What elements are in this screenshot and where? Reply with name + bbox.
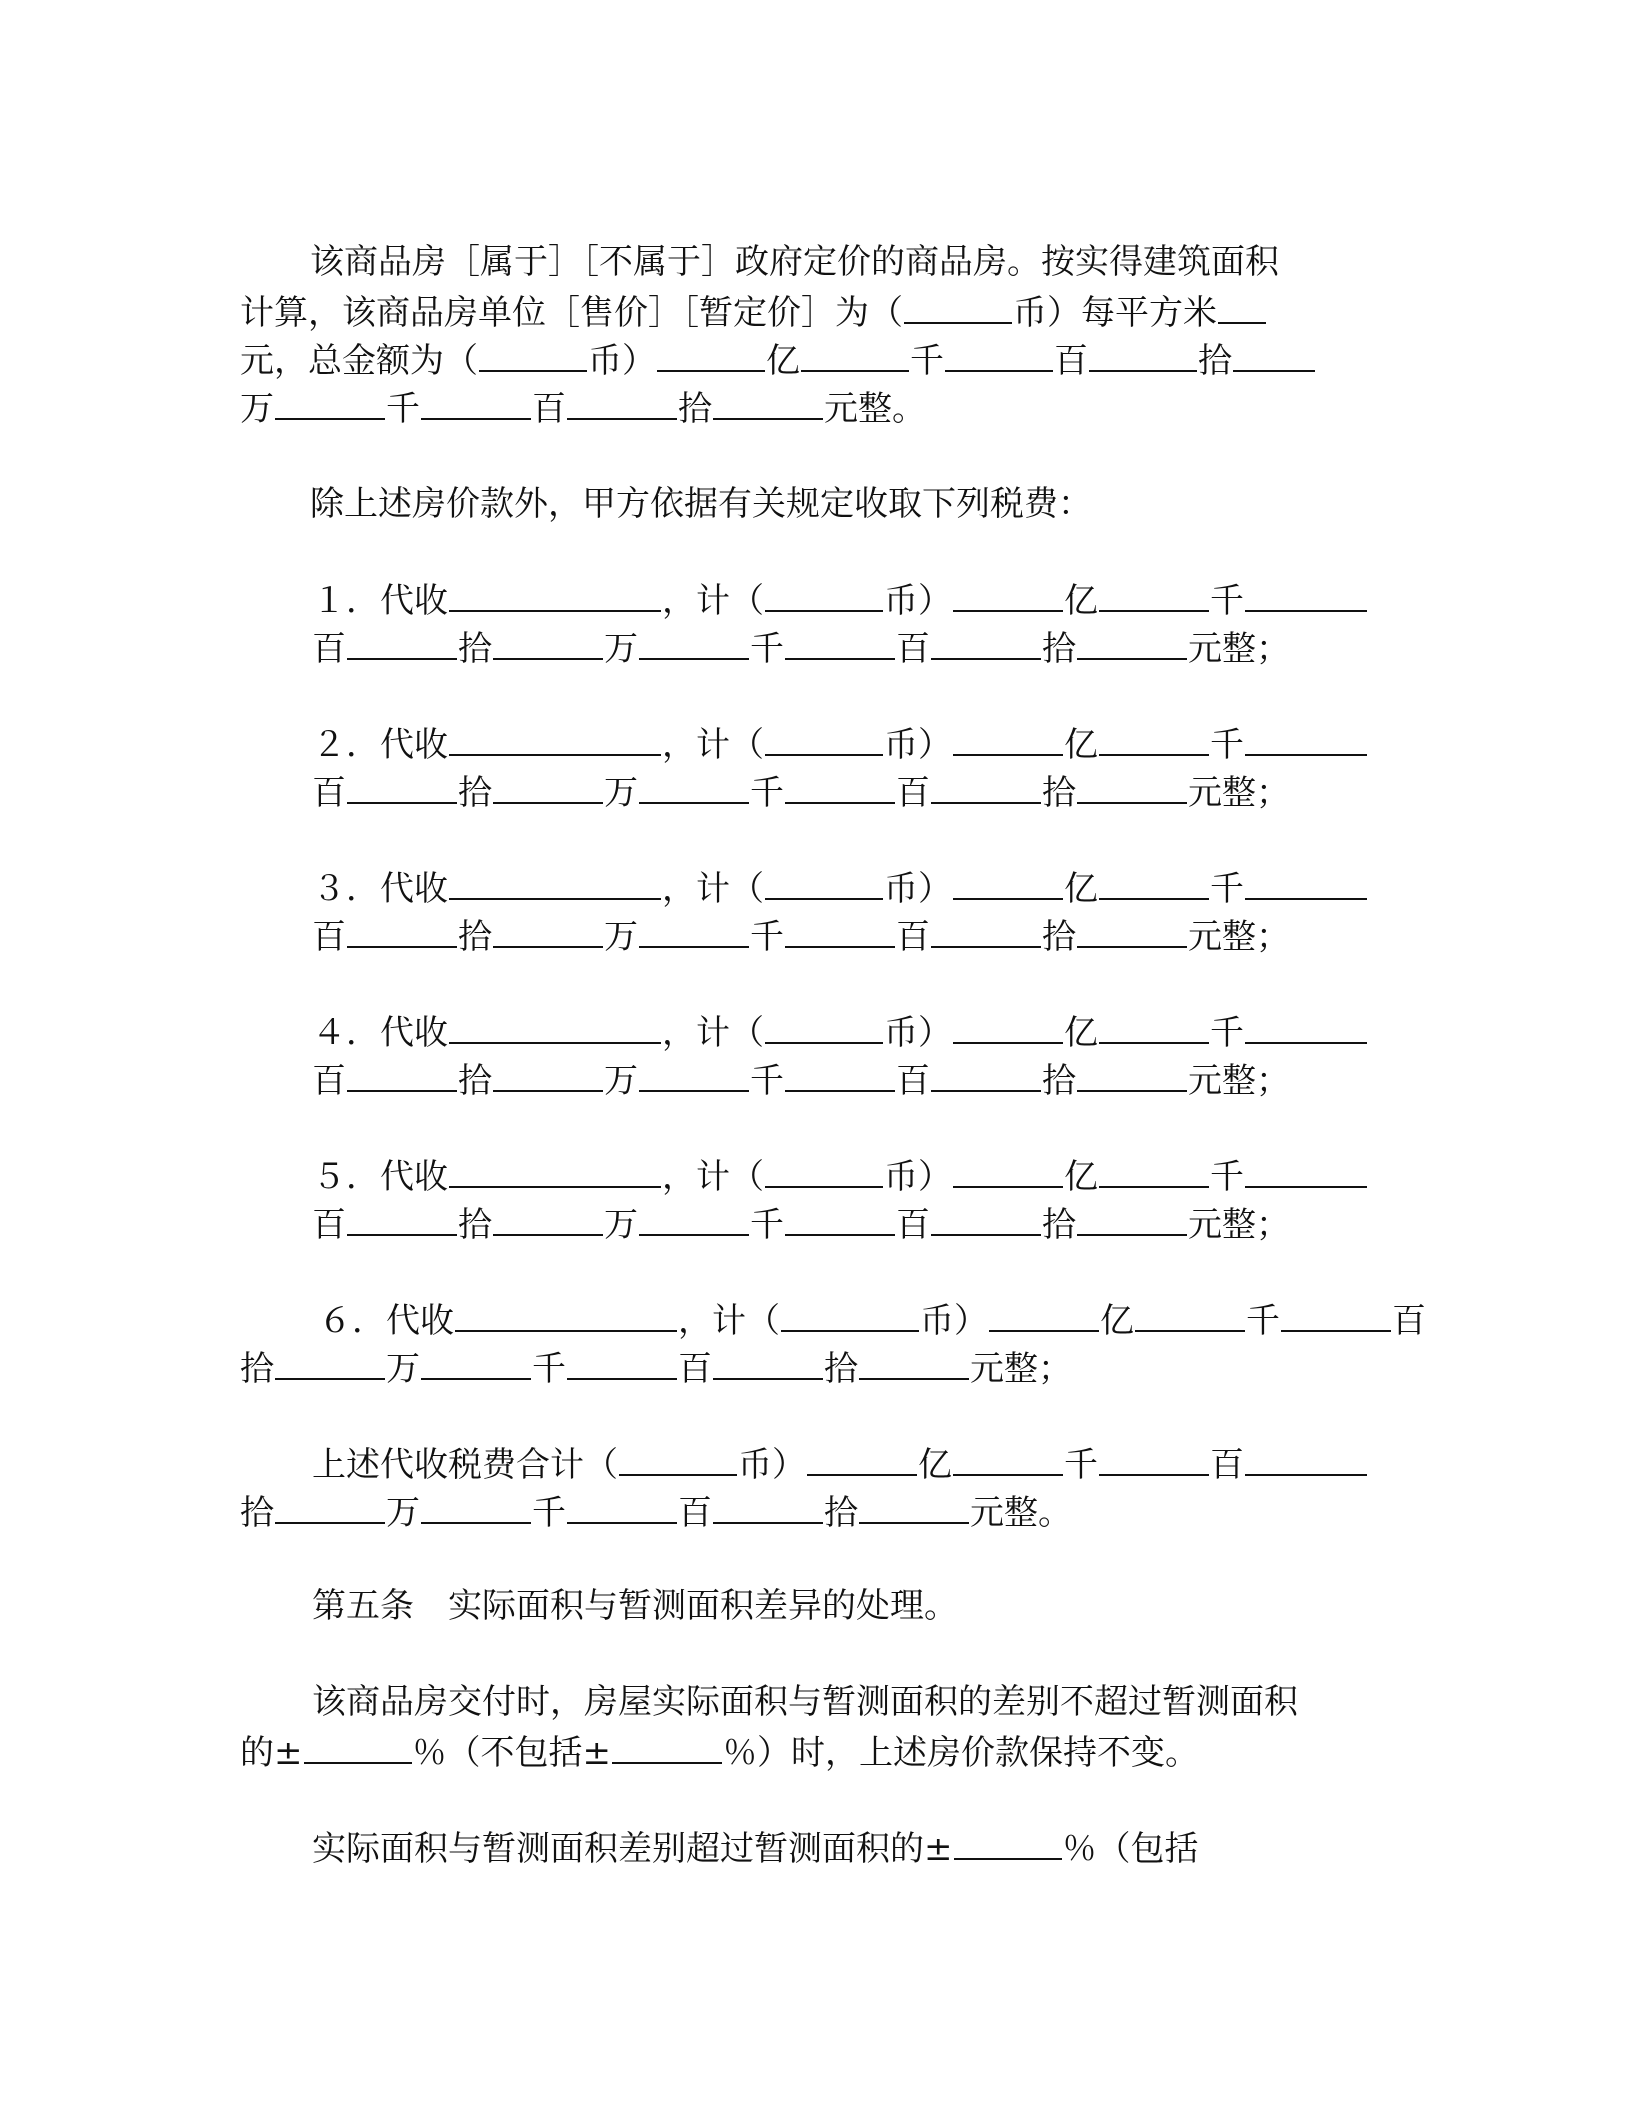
fill-in-blank[interactable] [931, 910, 1041, 948]
text-segment: 元，总金额为（ [240, 341, 478, 381]
text-segment: 币） [884, 1157, 952, 1197]
text-line [310, 238, 1279, 286]
text-line [312, 1198, 1290, 1246]
text-segment: 实际面积与暂测面积差别超过暂测面积的± [312, 1829, 953, 1869]
text-segment: 拾 [458, 629, 492, 669]
text-segment: 千 [750, 917, 784, 957]
text-segment: 千 [386, 389, 420, 429]
fill-in-blank[interactable] [785, 766, 895, 804]
text-segment: 万 [604, 773, 638, 813]
text-segment: 元整。 [824, 389, 926, 429]
fill-in-blank[interactable] [1281, 1294, 1391, 1332]
fill-in-blank[interactable] [713, 1486, 823, 1524]
text-segment: 元整； [1188, 773, 1290, 813]
text-segment: 百 [1054, 341, 1088, 381]
text-segment: 亿 [1100, 1301, 1134, 1341]
fill-in-blank[interactable] [1245, 862, 1367, 900]
fill-in-blank[interactable] [1245, 1150, 1367, 1188]
text-segment: 元整； [970, 1349, 1072, 1389]
text-segment: 千 [1210, 1013, 1244, 1053]
fill-in-blank[interactable] [931, 1198, 1041, 1236]
fill-in-blank[interactable] [1099, 1006, 1209, 1044]
text-segment: 拾 [1198, 341, 1232, 381]
text-segment: ２．代收 [312, 725, 448, 765]
text-segment: 百 [532, 389, 566, 429]
text-segment: 该商品房［属于］［不属于］政府定价的商品房。按实得建筑面积 [310, 242, 1279, 282]
text-line [312, 1150, 1368, 1198]
text-segment: 拾 [240, 1349, 274, 1389]
fill-in-blank[interactable] [1077, 1054, 1187, 1092]
text-segment: 百 [896, 1061, 930, 1101]
fill-in-blank[interactable] [304, 1726, 412, 1764]
text-segment: 百 [678, 1493, 712, 1533]
fill-in-blank[interactable] [639, 910, 749, 948]
fill-in-blank[interactable] [1099, 862, 1209, 900]
text-segment: 亿 [1064, 1157, 1098, 1197]
text-segment: 千 [750, 1205, 784, 1245]
fill-in-blank[interactable] [347, 1054, 457, 1092]
fill-in-blank[interactable] [785, 1198, 895, 1236]
text-segment: 千 [1210, 581, 1244, 621]
text-segment: 万 [240, 389, 274, 429]
text-segment: １．代收 [312, 581, 448, 621]
fill-in-blank[interactable] [1077, 766, 1187, 804]
text-segment: 亿 [1064, 725, 1098, 765]
fill-in-blank[interactable] [765, 1006, 883, 1044]
fill-in-blank[interactable] [421, 1486, 531, 1524]
text-segment: 元整； [1188, 1205, 1290, 1245]
fill-in-blank[interactable] [567, 382, 677, 420]
text-segment: 拾 [458, 1061, 492, 1101]
fill-in-blank[interactable] [1099, 1438, 1209, 1476]
fill-in-blank[interactable] [765, 574, 883, 612]
fill-in-blank[interactable] [612, 1726, 722, 1764]
fill-in-blank[interactable] [567, 1486, 677, 1524]
fill-in-blank[interactable] [931, 622, 1041, 660]
text-segment: 千 [750, 1061, 784, 1101]
fill-in-blank[interactable] [347, 766, 457, 804]
fill-in-blank[interactable] [347, 622, 457, 660]
text-segment: 百 [896, 773, 930, 813]
text-segment: 千 [532, 1349, 566, 1389]
text-segment: 元整。 [970, 1493, 1072, 1533]
fill-in-blank[interactable] [1218, 286, 1266, 324]
fill-in-blank[interactable] [567, 1342, 677, 1380]
fill-in-blank[interactable] [1077, 910, 1187, 948]
text-segment: 千 [1210, 725, 1244, 765]
text-segment: 拾 [458, 1205, 492, 1245]
text-segment: ，计（ [662, 581, 764, 621]
text-segment: 币）每平方米 [1013, 293, 1217, 333]
fill-in-blank[interactable] [449, 862, 661, 900]
fill-in-blank[interactable] [859, 1486, 969, 1524]
fill-in-blank[interactable] [421, 1342, 531, 1380]
fill-in-blank[interactable] [449, 1006, 661, 1044]
fill-in-blank[interactable] [1245, 1438, 1367, 1476]
fill-in-blank[interactable] [945, 334, 1053, 372]
fill-in-blank[interactable] [953, 574, 1063, 612]
fill-in-blank[interactable] [493, 766, 603, 804]
fill-in-blank[interactable] [1077, 1198, 1187, 1236]
text-segment: 千 [532, 1493, 566, 1533]
text-line [312, 862, 1368, 910]
text-segment: 币） [738, 1445, 806, 1485]
fill-in-blank[interactable] [953, 862, 1063, 900]
text-segment: ，计（ [662, 725, 764, 765]
text-segment: 千 [750, 773, 784, 813]
text-segment: 亿 [1064, 869, 1098, 909]
text-segment: 币） [884, 1013, 952, 1053]
fill-in-blank[interactable] [953, 1150, 1063, 1188]
fill-in-blank[interactable] [765, 1150, 883, 1188]
text-segment: 币） [884, 869, 952, 909]
text-segment: 拾 [1042, 773, 1076, 813]
text-segment: ％（包括 [1062, 1829, 1199, 1869]
text-segment: 亿 [918, 1445, 952, 1485]
fill-in-blank[interactable] [1099, 718, 1209, 756]
text-line [240, 382, 926, 430]
fill-in-blank[interactable] [639, 1054, 749, 1092]
text-line [240, 1726, 1199, 1774]
fill-in-blank[interactable] [785, 910, 895, 948]
text-segment: 的± [240, 1733, 303, 1773]
text-segment: ，计（ [662, 1157, 764, 1197]
text-line [312, 574, 1368, 622]
fill-in-blank[interactable] [639, 766, 749, 804]
text-segment: ％（不包括± [412, 1733, 611, 1773]
text-segment: 千 [1210, 1157, 1244, 1197]
text-segment: ，计（ [662, 1013, 764, 1053]
fill-in-blank[interactable] [347, 1198, 457, 1236]
fill-in-blank[interactable] [765, 862, 883, 900]
text-segment: 第五条 实际面积与暂测面积差异的处理。 [312, 1586, 958, 1626]
fill-in-blank[interactable] [639, 622, 749, 660]
text-segment: 拾 [240, 1493, 274, 1533]
text-line [240, 1486, 1072, 1534]
text-segment: 该商品房交付时，房屋实际面积与暂测面积的差别不超过暂测面积 [312, 1682, 1298, 1722]
text-line [318, 1294, 1426, 1342]
fill-in-blank[interactable] [953, 1006, 1063, 1044]
fill-in-blank[interactable] [713, 382, 823, 420]
fill-in-blank[interactable] [619, 1438, 737, 1476]
text-segment: 百 [678, 1349, 712, 1389]
fill-in-blank[interactable] [275, 1342, 385, 1380]
fill-in-blank[interactable] [275, 382, 385, 420]
text-line [312, 766, 1290, 814]
fill-in-blank[interactable] [1233, 334, 1315, 372]
text-segment: 亿 [1064, 581, 1098, 621]
text-segment: ４．代收 [312, 1013, 448, 1053]
text-segment: 百 [896, 1205, 930, 1245]
fill-in-blank[interactable] [1089, 334, 1197, 372]
text-segment: ３．代收 [312, 869, 448, 909]
text-segment: 百 [896, 629, 930, 669]
fill-in-blank[interactable] [765, 718, 883, 756]
text-segment: 拾 [1042, 917, 1076, 957]
fill-in-blank[interactable] [449, 1150, 661, 1188]
text-segment: ，计（ [678, 1301, 780, 1341]
text-segment: 千 [1064, 1445, 1098, 1485]
text-segment: 上述代收税费合计（ [312, 1445, 618, 1485]
fill-in-blank[interactable] [493, 1198, 603, 1236]
fill-in-blank[interactable] [1245, 718, 1367, 756]
fill-in-blank[interactable] [953, 718, 1063, 756]
text-segment: 元整； [1188, 917, 1290, 957]
fill-in-blank[interactable] [493, 1054, 603, 1092]
fill-in-blank[interactable] [1099, 1150, 1209, 1188]
text-line [240, 334, 1316, 382]
fill-in-blank[interactable] [1245, 574, 1367, 612]
fill-in-blank[interactable] [639, 1198, 749, 1236]
text-line [312, 1438, 1368, 1486]
text-segment: 万 [604, 1205, 638, 1245]
fill-in-blank[interactable] [493, 622, 603, 660]
text-line [312, 1822, 1199, 1870]
text-segment: 千 [750, 629, 784, 669]
fill-in-blank[interactable] [931, 1054, 1041, 1092]
fill-in-blank[interactable] [347, 910, 457, 948]
text-segment: 千 [1246, 1301, 1280, 1341]
fill-in-blank[interactable] [493, 910, 603, 948]
text-line [240, 1342, 1072, 1390]
text-segment: 拾 [678, 389, 712, 429]
text-segment: 千 [910, 341, 944, 381]
text-line [310, 480, 1092, 528]
text-segment: 币） [884, 725, 952, 765]
text-segment: 万 [386, 1493, 420, 1533]
fill-in-blank[interactable] [1245, 1006, 1367, 1044]
text-line [312, 1054, 1290, 1102]
fill-in-blank[interactable] [859, 1342, 969, 1380]
text-segment: 百 [896, 917, 930, 957]
text-line [312, 622, 1290, 670]
fill-in-blank[interactable] [1135, 1294, 1245, 1332]
text-segment: ５．代收 [312, 1157, 448, 1197]
text-segment: 百 [312, 629, 346, 669]
text-segment: 万 [386, 1349, 420, 1389]
text-segment: 除上述房价款外，甲方依据有关规定收取下列税费： [310, 484, 1092, 524]
text-line [312, 718, 1368, 766]
fill-in-blank[interactable] [785, 622, 895, 660]
text-segment: 百 [312, 773, 346, 813]
text-segment: 拾 [1042, 629, 1076, 669]
fill-in-blank[interactable] [421, 382, 531, 420]
fill-in-blank[interactable] [953, 1438, 1063, 1476]
text-segment: 亿 [766, 341, 800, 381]
fill-in-blank[interactable] [1077, 622, 1187, 660]
text-segment: ，计（ [662, 869, 764, 909]
text-segment: 百 [1210, 1445, 1244, 1485]
text-segment: 百 [312, 1061, 346, 1101]
text-segment: 拾 [824, 1493, 858, 1533]
text-line [312, 1582, 958, 1630]
text-segment: 币） [588, 341, 656, 381]
text-segment: 计算，该商品房单位［售价］［暂定价］为（ [240, 293, 903, 333]
text-line [312, 910, 1290, 958]
text-segment: 拾 [1042, 1205, 1076, 1245]
text-line [312, 1678, 1298, 1726]
fill-in-blank[interactable] [931, 766, 1041, 804]
fill-in-blank[interactable] [801, 334, 909, 372]
fill-in-blank[interactable] [785, 1054, 895, 1092]
text-segment: 千 [1210, 869, 1244, 909]
text-segment: 亿 [1064, 1013, 1098, 1053]
fill-in-blank[interactable] [479, 334, 587, 372]
fill-in-blank[interactable] [713, 1342, 823, 1380]
fill-in-blank[interactable] [781, 1294, 919, 1332]
fill-in-blank[interactable] [657, 334, 765, 372]
text-segment: ６．代收 [318, 1301, 454, 1341]
fill-in-blank[interactable] [807, 1438, 917, 1476]
text-segment: 元整； [1188, 1061, 1290, 1101]
fill-in-blank[interactable] [954, 1822, 1062, 1860]
text-segment: 拾 [1042, 1061, 1076, 1101]
text-segment: 币） [884, 581, 952, 621]
fill-in-blank[interactable] [449, 718, 661, 756]
text-segment: ％）时，上述房价款保持不变。 [723, 1733, 1199, 1773]
text-segment: 万 [604, 917, 638, 957]
text-segment: 拾 [824, 1349, 858, 1389]
text-segment: 万 [604, 1061, 638, 1101]
fill-in-blank[interactable] [989, 1294, 1099, 1332]
text-segment: 百 [312, 917, 346, 957]
text-segment: 币） [920, 1301, 988, 1341]
text-segment: 元整； [1188, 629, 1290, 669]
fill-in-blank[interactable] [904, 286, 1012, 324]
text-segment: 百 [312, 1205, 346, 1245]
text-line [312, 1006, 1368, 1054]
fill-in-blank[interactable] [1099, 574, 1209, 612]
fill-in-blank[interactable] [449, 574, 661, 612]
text-segment: 拾 [458, 773, 492, 813]
fill-in-blank[interactable] [455, 1294, 677, 1332]
text-segment: 百 [1392, 1301, 1426, 1341]
text-segment: 万 [604, 629, 638, 669]
text-segment: 拾 [458, 917, 492, 957]
fill-in-blank[interactable] [275, 1486, 385, 1524]
text-line [240, 286, 1267, 334]
